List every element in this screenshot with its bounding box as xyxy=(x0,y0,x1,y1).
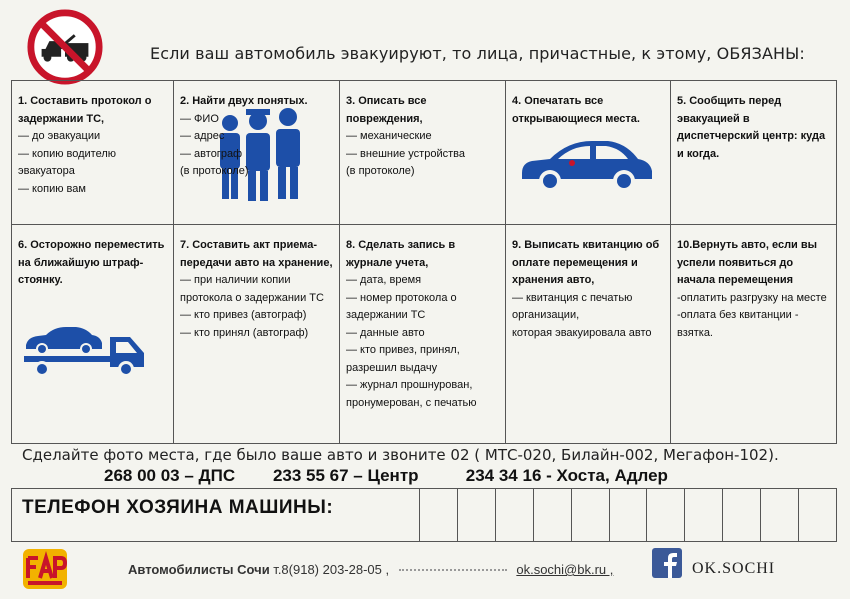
spacer xyxy=(419,466,466,486)
owner-phone-cells xyxy=(420,489,836,541)
duty-cell-6 xyxy=(12,225,174,443)
duty-line: — журнал прошнурован, пронумерован, с печатью xyxy=(346,379,477,409)
footer-contacts xyxy=(128,562,613,577)
phone-numbers xyxy=(104,466,668,486)
no-tow-sign-icon xyxy=(26,8,104,86)
redacted-text xyxy=(399,569,507,571)
duty-line: — ФИО xyxy=(180,112,219,125)
duty-line: — квитанция с печатью организации, xyxy=(512,291,633,321)
duty-cell-8 xyxy=(340,225,506,443)
duty-cell-2 xyxy=(174,81,340,225)
digit-cell[interactable] xyxy=(610,489,648,541)
duty-title: 7. Составить акт приема-передачи авто на хранение, xyxy=(180,239,333,269)
digit-cell[interactable] xyxy=(420,489,458,541)
footer xyxy=(0,548,850,598)
duty-line: — внешние устройства xyxy=(346,147,465,160)
duty-title: 3. Описать все повреждения, xyxy=(346,95,427,125)
duty-cell-3 xyxy=(340,81,506,225)
phone-center: 233 55 67 – Центр xyxy=(272,466,419,485)
duty-cell-10 xyxy=(671,225,836,443)
duty-line: — кто привез, принял, разрешил выдачу xyxy=(346,344,460,374)
org-phone: т.8(918) 203-28-05 , xyxy=(269,562,390,577)
duty-title: 2. Найти двух понятых. xyxy=(180,95,308,107)
digit-cell[interactable] xyxy=(647,489,685,541)
duties-grid xyxy=(11,80,837,444)
duty-line: — дата, время xyxy=(346,274,422,286)
email-link[interactable]: ok.sochi@bk.ru , xyxy=(516,562,614,577)
photo-note: Сделайте фото места, где было ваше авто и звоните 02 ( МТС-020, Билайн-002, Мегафон-102). xyxy=(22,446,779,464)
duty-line: — механические xyxy=(346,130,432,142)
digit-cell[interactable] xyxy=(458,489,496,541)
org-name: Автомобилисты Сочи xyxy=(128,562,270,577)
duty-cell-1 xyxy=(12,81,174,225)
owner-phone-box xyxy=(11,488,837,542)
duty-line: (в протоколе) xyxy=(346,165,415,177)
digit-cell[interactable] xyxy=(761,489,799,541)
phone-khosta-adler: 234 34 16 - Хоста, Адлер xyxy=(465,466,668,485)
far-logo-icon xyxy=(22,548,68,590)
duty-line: — копию вам xyxy=(18,182,86,195)
duty-title: 1. Составить протокол о задержании ТС, xyxy=(18,95,152,125)
owner-phone-label: ТЕЛЕФОН ХОЗЯИНА МАШИНЫ: xyxy=(12,489,420,541)
duty-line: — данные авто xyxy=(346,326,425,339)
digit-cell[interactable] xyxy=(723,489,761,541)
duty-cell-5 xyxy=(671,81,836,225)
duty-line: — кто принял (автограф) xyxy=(180,326,309,339)
tow-truck-icon xyxy=(22,323,150,381)
duty-line: — при наличии копии протокола о задержании ТС xyxy=(180,274,324,304)
duty-line: -оплата без квитанции - взятка. xyxy=(677,309,799,339)
duty-line: — автограф xyxy=(180,147,243,160)
phone-dps: 268 00 03 – ДПС xyxy=(104,466,236,485)
duty-line: — копию водителю эвакуатора xyxy=(18,147,117,177)
duty-title: 5. Сообщить перед эвакуацией в диспетчерский центр: куда и когда. xyxy=(677,95,826,160)
duty-title: 8. Сделать запись в журнале учета, xyxy=(346,239,456,269)
duty-title: 6. Осторожно переместить на ближайшую штраф-стоянку. xyxy=(18,239,165,286)
digit-cell[interactable] xyxy=(534,489,572,541)
digit-cell[interactable] xyxy=(496,489,534,541)
page-title: Если ваш автомобиль эвакуируют, то лица, причастные, к этому, ОБЯЗАНЫ: xyxy=(150,44,805,63)
duty-line: — адрес xyxy=(180,130,225,142)
digit-cell[interactable] xyxy=(799,489,836,541)
duty-line: (в протоколе) xyxy=(180,165,249,177)
duty-cell-4 xyxy=(506,81,671,225)
facebook-icon[interactable] xyxy=(652,548,682,578)
duty-title: 4. Опечатать все открывающиеся места. xyxy=(512,95,640,125)
duty-line: — номер протокола о задержании ТС xyxy=(346,291,457,321)
sealed-car-icon xyxy=(516,133,656,195)
digit-cell[interactable] xyxy=(685,489,723,541)
duty-line: которая эвакуировала авто xyxy=(512,326,652,339)
digit-cell[interactable] xyxy=(572,489,610,541)
duty-line: -оплатить разгрузку на месте xyxy=(677,291,827,304)
duty-line: — до эвакуации xyxy=(18,130,101,142)
duty-cell-7 xyxy=(174,225,340,443)
spacer xyxy=(235,466,273,486)
duty-cell-9 xyxy=(506,225,671,443)
duty-line: — кто привез (автограф) xyxy=(180,309,307,321)
duty-title: 9. Выписать квитанцию об оплате перемещения и хранения авто, xyxy=(512,239,660,286)
duty-title: 10.Вернуть авто, если вы успели появиться до начала перемещения xyxy=(677,239,818,286)
ok-sochi-link[interactable]: OK.SOCHI xyxy=(692,560,776,577)
